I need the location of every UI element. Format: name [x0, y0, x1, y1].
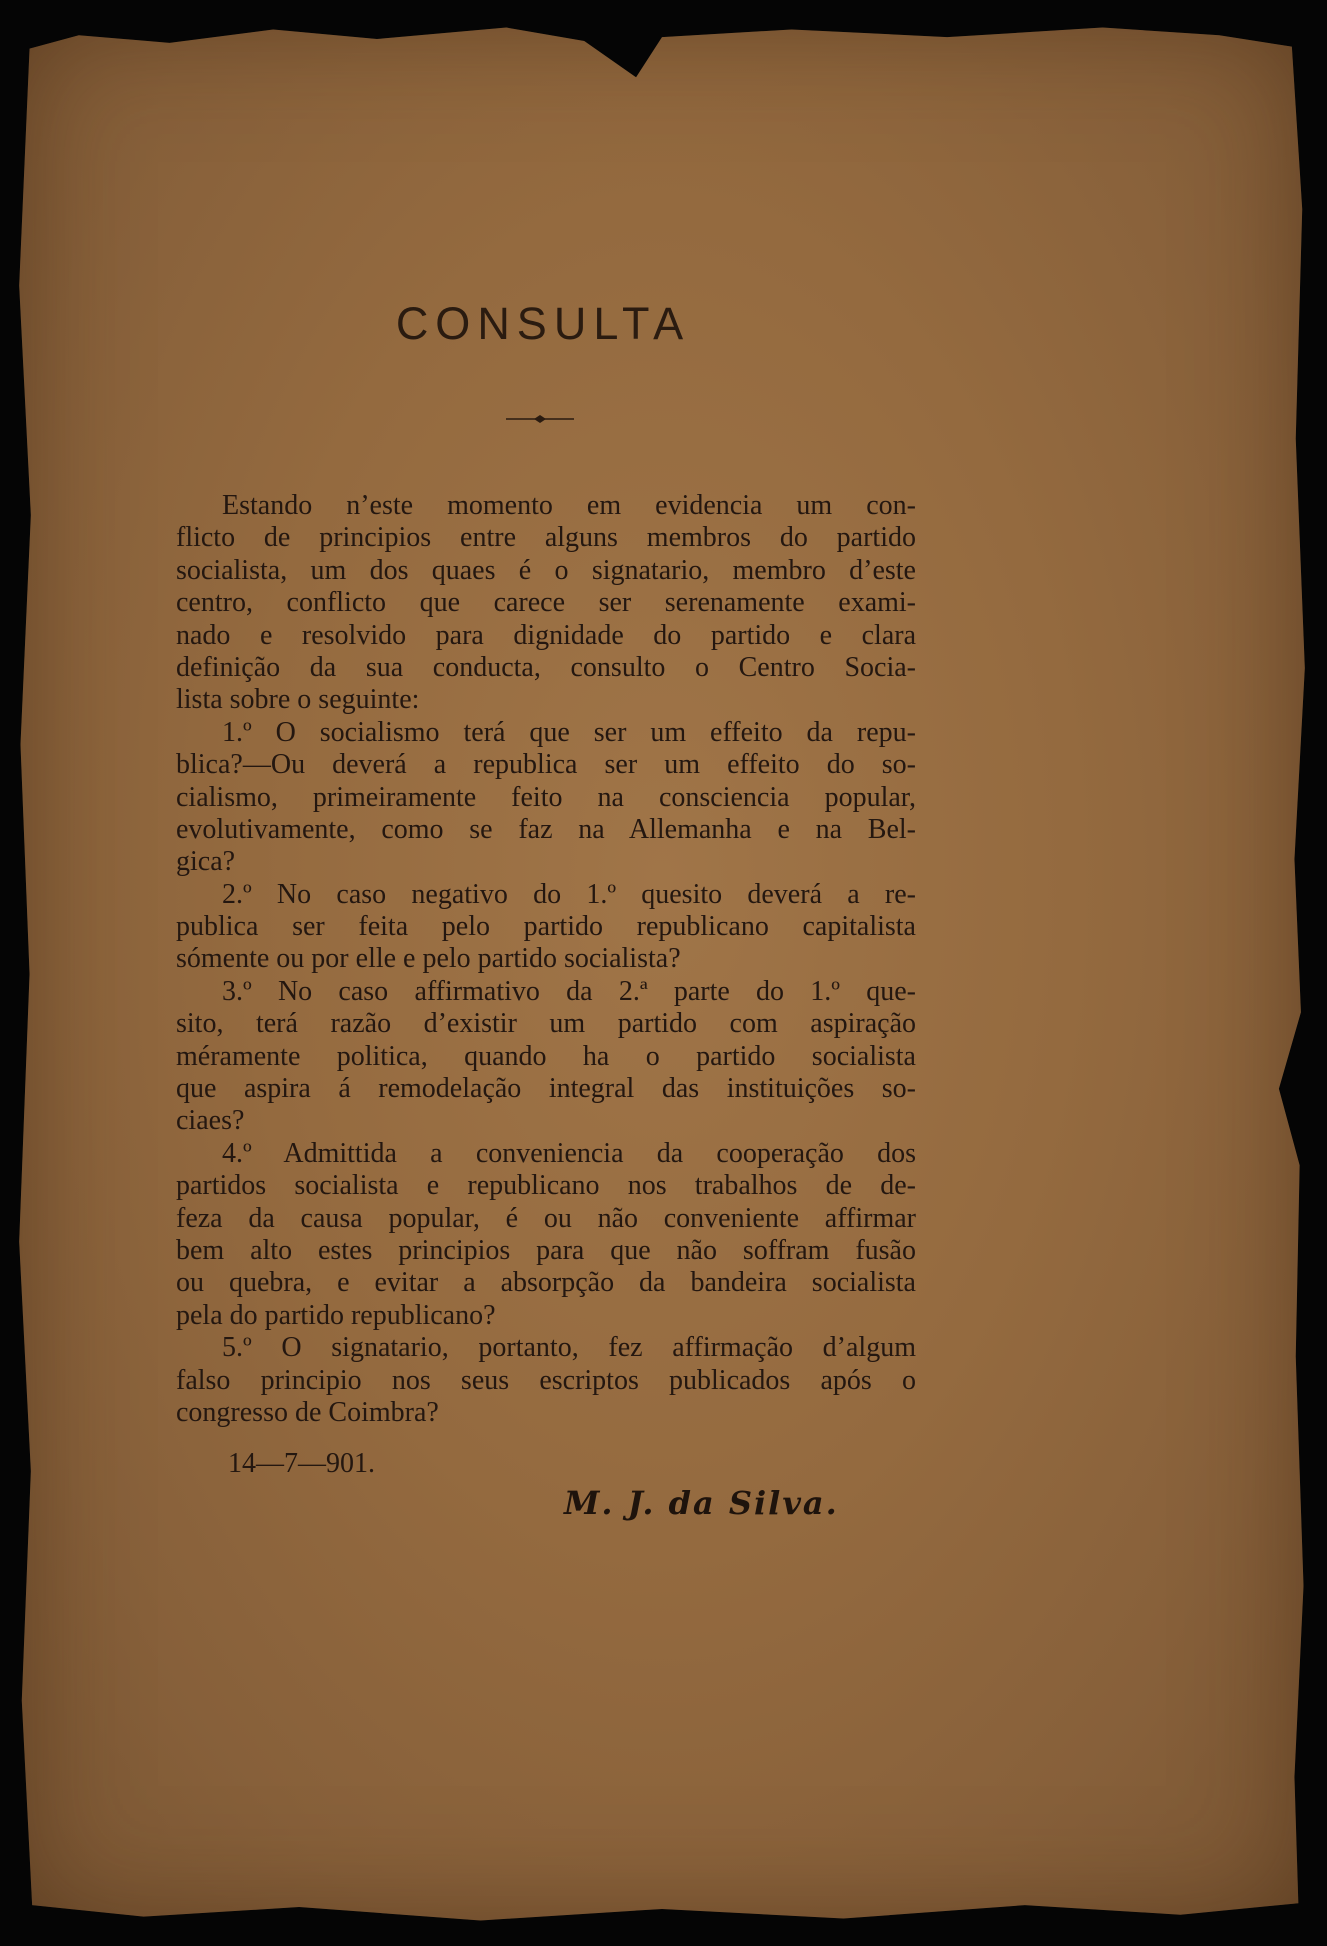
signature: M. J. da Silva. [564, 1484, 839, 1522]
text-line: ciaes? [176, 1105, 245, 1137]
text-line: partidos socialista e republicano nos trabalhos de de- [176, 1170, 916, 1202]
text-line: centro, conflicto que carece ser serenamente exami- [176, 587, 916, 619]
question-3-line: 3.º No caso affirmativo da 2.ª parte do 1.º que- [222, 975, 916, 1007]
text-line: pela do partido republicano? [176, 1299, 496, 1331]
text-line: que aspira á remodelação integral das instituições so- [176, 1073, 916, 1105]
text-line: ou quebra, e evitar a absorpção da bandeira socialista [176, 1267, 916, 1299]
text-line: lista sobre o seguinte: [176, 684, 420, 716]
text-line: falso principio nos seus escriptos publicados após o [176, 1364, 916, 1396]
text-line: méramente politica, quando ha o partido socialista [176, 1040, 916, 1072]
text-line: flicto de principios entre alguns membros do partido [176, 522, 916, 554]
question-5-line: 5.º O signatario, portanto, fez affirmação d’algum [222, 1332, 916, 1364]
text-line: cialismo, primeiramente feito na consciencia popular, [176, 781, 916, 813]
text-line: sito, terá razão d’existir um partido com aspiração [176, 1008, 916, 1040]
question-1-line: 1.º O socialismo terá que ser um effeito da repu- [222, 716, 916, 748]
text-line: congresso de Coimbra? [176, 1396, 439, 1428]
text-line: Estando n’este momento em evidencia um con- [222, 490, 916, 521]
text-line: blica?—Ou deverá a republica ser um effeito do so- [176, 749, 916, 781]
question-4-line: 4.º Admittida a conveniencia da cooperação dos [222, 1137, 916, 1169]
text-line: nado e resolvido para dignidade do partido e clara [176, 619, 916, 651]
text-line: gica? [176, 846, 236, 878]
text-line: socialista, um dos quaes é o signatario, membro d’este [176, 554, 916, 586]
document-date: 14—7—901. [228, 1448, 375, 1479]
consultation-body [176, 490, 916, 1429]
text-line: evolutivamente, como se faz na Allemanha e na Bel- [176, 813, 916, 845]
text-line: bem alto estes principios para que não soffram fusão [176, 1234, 916, 1266]
text-line: definição da sua conducta, consulto o Centro Socia- [176, 651, 916, 683]
page-title: CONSULTA [395, 298, 691, 349]
text-line: feza da causa popular, é ou não conveniente affirmar [176, 1202, 916, 1234]
text-line: sómente ou por elle e pelo partido socialista? [176, 943, 681, 975]
text-line: publica ser feita pelo partido republicano capitalista [176, 911, 916, 943]
ornament-rule-icon [506, 414, 574, 424]
question-2-line: 2.º No caso negativo do 1.º quesito deverá a re- [222, 878, 916, 910]
